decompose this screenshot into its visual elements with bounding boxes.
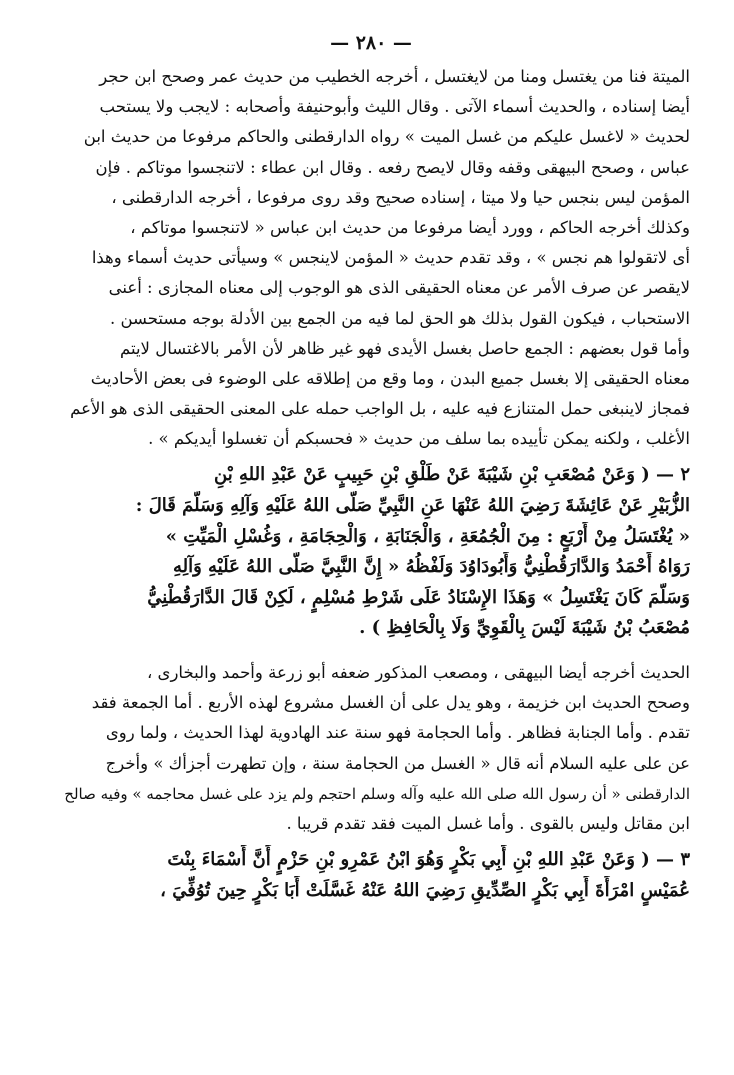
hadith-line: ٣ — ( وَعَنْ عَبْدِ اللهِ بْنِ أَبِي بَكْرٍ وَهُوَ ابْنُ عَمْرِو بْنِ حَزْمٍ أَنَّ أَسْمَاءَ بِنْتَ: [167, 849, 690, 871]
text-line: معناه الحقيقى إلا بغسل جميع البدن ، وما وقع من إطلاقه على الوضوء فى بعض الأحاديث: [90, 368, 690, 388]
text-line: عباس ، وصحح البيهقى وقفه وقال لايصح رفعه . وقال ابن عطاء : لاتنجسوا موتاكم . فإن: [95, 157, 690, 177]
text-line: الاستحباب ، فيكون القول بذلك هو الحق لما فيه من الجمع بين الأدلة بوجه مستحسن .: [109, 308, 690, 328]
commentary-block-2: [52, 658, 690, 839]
hadith-line: رَوَاهُ أَحْمَدُ وَالدَّارَقُطْنِيُّ وَأَبُودَاوُدَ وَلَفْظُهُ « إِنَّ النَّبِيَّ صَلَّى اللهُ عَلَيْهِ وَآلِهِ: [172, 556, 690, 578]
text-line: تقدم . وأما الجنابة فظاهر . وأما الحجامة فهو سنة عند الهادوية لهذا الحديث ، ولما روى: [105, 723, 690, 743]
text-line: عن على عليه السلام أنه قال « الغسل من الحجامة سنة ، وإن تطهرت أجزأك » وأخرج: [105, 753, 690, 773]
text-line: الأغلب ، ولكنه يمكن تأييده بما سلف من حديث « فحسبكم أن تغسلوا أيديكم » .: [148, 429, 690, 449]
commentary-block-1: [52, 62, 690, 454]
page-number: — ٢٨٠ —: [330, 32, 412, 54]
hadith-line: وَسَلَّمَ كَانَ يَغْتَسِلُ » وَهَذَا الإِسْنَادُ عَلَى شَرْطِ مُسْلِمٍ ، لَكِنْ قَالَ الدَّارَقُطْنِيُّ: [147, 586, 690, 608]
hadith-line: عُمَيْسٍ امْرَأَةَ أَبِي بَكْرٍ الصِّدِّيقِ رَضِيَ اللهُ عَنْهُ غَسَّلَتْ أَبَا بَكْرٍ حِينَ تُوُفِّيَ ،: [160, 879, 690, 901]
hadith-line: ٢ — ( وَعَنْ مُصْعَبِ بْنِ شَيْبَةَ عَنْ طَلْقِ بْنِ حَبِيبٍ عَنْ عَبْدِ اللهِ بْنِ: [214, 464, 690, 486]
hadith-block-2: [52, 460, 690, 644]
text-line: أيضا إسناده ، والحديث أسماء الآتى . وقال الليث وأبوحنيفة وأصحابه : لايجب ولا يستحب: [99, 97, 690, 117]
text-line: أى لاتقولوا هم نجس » ، وقد تقدم حديث « المؤمن لاينجس » وسيأتى حديث أسماء وهذا: [91, 248, 690, 268]
hadith-line: « يُغْتَسَلُ مِنْ أَرْبَعٍ : مِنَ الْجُمُعَةِ ، وَالْجَنَابَةِ ، وَالْحِجَامَةِ ، وَغُسْلِ الْمَيِّتِ »: [165, 525, 690, 547]
text-line: فمجاز لاينبغى حمل المتنازع فيه عليه ، بل الواجب حمله على المعنى الحقيقى الذى هو الأعم: [70, 399, 690, 419]
hadith-line: مُصْعَبُ بْنُ شَيْبَةَ لَيْسَ بِالْقَوِيِّ وَلَا بِالْحَافِظِ ) .: [359, 617, 690, 639]
text-line: الحديث أخرجه أيضا البيهقى ، ومصعب المذكور ضعفه أبو زرعة وأحمد والبخارى ،: [146, 663, 690, 682]
text-line: وصحح الحديث ابن خزيمة ، وهو يدل على أن الغسل مشروع لهذه الأربع . أما الجمعة فقد: [91, 693, 690, 713]
text-line: لايقصر عن صرف الأمر عن معناه الحقيقى الذى هو الوجوب إلى معناه المجازى : أعنى: [108, 278, 690, 298]
text-line: ابن مقاتل وليس بالقوى . وأما غسل الميت فقد تقدم قريبا .: [286, 813, 690, 833]
hadith-block-3: [52, 845, 690, 906]
text-line: الميتة فنا من يغتسل ومنا من لايغتسل ، أخرجه الخطيب من حديث عمر وصحح ابن حجر: [99, 67, 690, 86]
hadith-line: الزُّبَيْرِ عَنْ عَائِشَةَ رَضِيَ اللهُ عَنْهَا عَنِ النَّبِيِّ صَلَّى اللهُ عَلَيْهِ وَآلِهِ وَسَلَّمَ قَالَ :: [135, 495, 690, 517]
text-line: المؤمن ليس بنجس حيا ولا ميتا ، إسناده صحيح وقد روى مرفوعا ، أخرجه الدارقطنى ،: [111, 187, 690, 207]
text-line: لحديث « لاغسل عليكم من غسل الميت » رواه الدارقطنى والحاكم مرفوعا من حديث ابن: [83, 127, 690, 147]
text-line: الدارقطنى « أن رسول الله صلى الله عليه وآله وسلم احتجم ولم يزد على غسل محاجمه » وفيه صالح: [64, 784, 690, 803]
text-line: وكذلك أخرجه الحاكم ، وورد أيضا مرفوعا من حديث ابن عباس « لاتنجسوا موتاكم ،: [130, 217, 690, 237]
text-line: وأما قول بعضهم : الجمع حاصل بغسل الأيدى فهو غير ظاهر لأن الأمر بالاغتسال لايتم: [120, 338, 690, 358]
